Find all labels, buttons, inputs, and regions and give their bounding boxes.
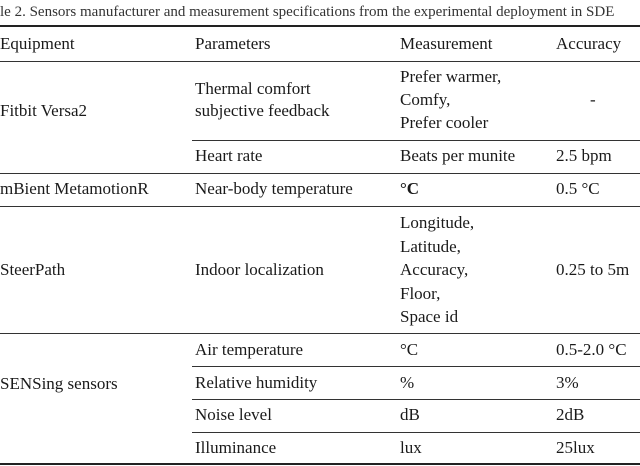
meas-illuminance: lux [400,438,422,457]
param-heart-rate: Heart rate [195,146,263,165]
header-rule [0,61,640,62]
acc-humidity: 3% [556,373,579,392]
equipment-steerpath: SteerPath [0,260,66,279]
acc-air-temp: 0.5-2.0 °C [556,340,627,359]
sub-rule [192,432,640,433]
meas-heart-rate: Beats per munite [400,146,516,165]
top-rule [0,25,640,27]
meas-humidity: % [400,373,415,392]
acc-feedback: - [590,90,596,109]
acc-localization: 0.25 to 5m [556,260,630,279]
param-noise: Noise level [195,405,272,424]
meas-loc-5: Space id [400,307,459,326]
sub-rule [192,140,640,141]
meas-loc-4: Floor, [400,284,441,303]
bottom-rule [0,463,640,465]
equipment-mbient: mBient MetamotionR [0,179,149,198]
acc-near-body: 0.5 °C [556,179,600,198]
meas-noise: dB [400,405,420,424]
header-equipment: Equipment [0,34,75,53]
header-parameters: Parameters [195,34,271,53]
param-humidity: Relative humidity [195,373,318,392]
param-thermal-2: subjective feedback [195,101,330,120]
header-measurement: Measurement [400,34,493,53]
row-rule [0,173,640,174]
acc-noise: 2dB [556,405,585,424]
header-accuracy: Accuracy [556,34,622,53]
param-air-temp: Air temperature [195,340,304,359]
meas-loc-1: Longitude, [400,213,475,232]
sub-rule [192,366,640,367]
param-illuminance: Illuminance [195,438,277,457]
meas-air-temp: °C [400,340,419,359]
meas-feedback-3: Prefer cooler [400,113,489,132]
equipment-sensing: SENSing sensors [0,374,118,393]
meas-feedback-2: Comfy, [400,90,451,109]
row-rule [0,333,640,334]
equipment-fitbit: Fitbit Versa2 [0,101,88,120]
meas-feedback-1: Prefer warmer, [400,67,502,86]
param-localization: Indoor localization [195,260,324,279]
param-near-body: Near-body temperature [195,179,353,198]
sub-rule [192,399,640,400]
acc-illuminance: 25lux [556,438,595,457]
meas-loc-2: Latitude, [400,237,461,256]
table-caption: le 2. Sensors manufacturer and measurement specifications from the experimental deployment in SDE [0,4,615,20]
acc-heart-rate: 2.5 bpm [556,146,612,165]
row-rule [0,206,640,207]
param-thermal: Thermal comfort [195,79,311,98]
meas-loc-3: Accuracy, [400,260,469,279]
meas-near-body: °C [400,179,420,198]
